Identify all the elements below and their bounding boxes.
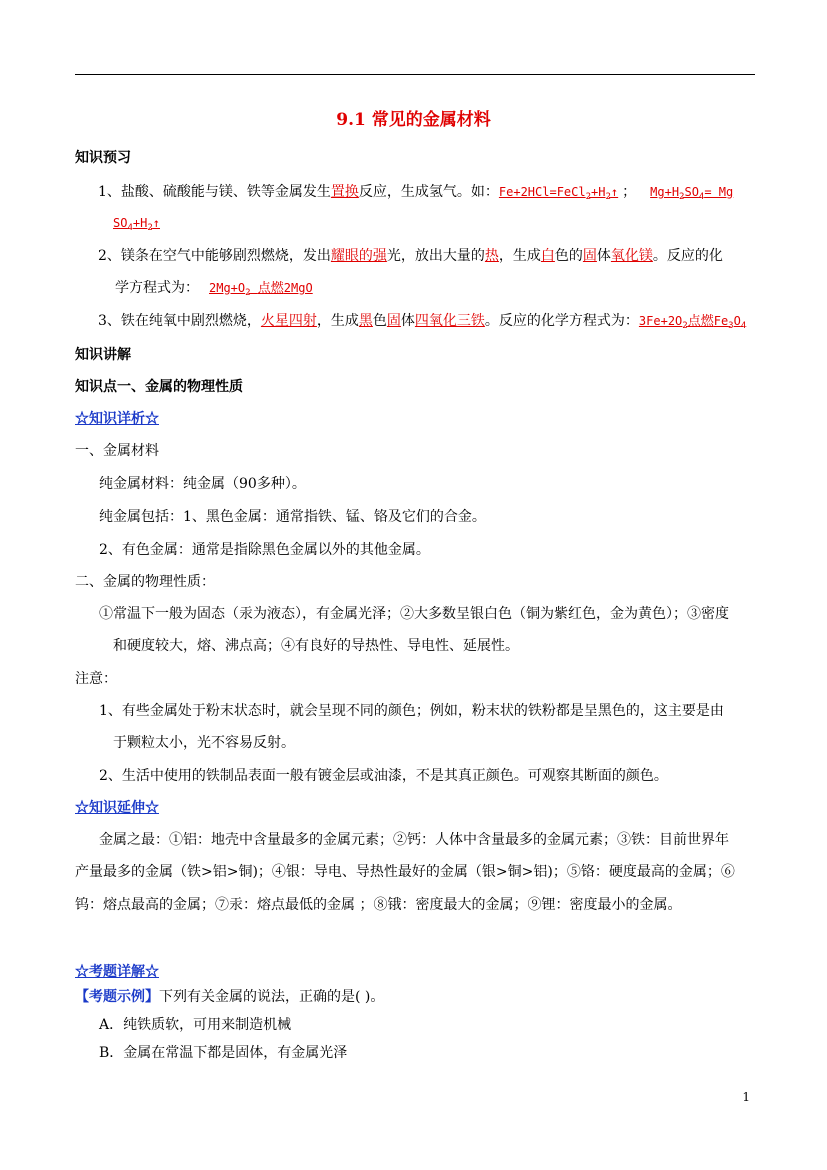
exam-question: 【考题示例】下列有关金属的说法，正确的是( )。: [75, 989, 385, 1005]
preview-item-1-cont: $SO_4+H_2↑$: [113, 216, 160, 233]
text-line: 注意：: [75, 671, 117, 687]
text-line: 产量最多的金属（铁>铝>铜)；④银：导电、导热性最好的金属（银>铜>铝)；⑤铬：硬度最高的金属；⑥: [75, 864, 735, 880]
text-line: 和硬度较大，熔、沸点高；④有良好的导热性、导电性、延展性。: [113, 638, 519, 654]
equation-mg-h2so4: $Mg+H_2SO_4= Mg$: [650, 185, 734, 202]
option-b: B．金属在常温下都是固体，有金属光泽: [99, 1045, 348, 1061]
text-line: 于颗粒太小，光不容易反射。: [113, 735, 295, 751]
section-knowledge-point-1: 知识点一、金属的物理性质: [75, 379, 243, 395]
text-line: 2、生活中使用的铁制品表面一般有镀金层或油漆，不是其真正颜色。可观察其断面的颜色。: [99, 768, 668, 784]
text-line: ①常温下一般为固态（汞为液态），有金属光泽；②大多数呈银白色（铜为紫红色，金为黄色）；③密度: [99, 606, 729, 622]
equation-fe-o2: $3Fe+2O_2$点燃$Fe_3O_4$: [638, 314, 747, 331]
equation-fe-hcl: $Fe+2HCl=FeCl_2+H_2↑$: [498, 185, 619, 202]
text-line: 金属之最：①铝：地壳中含量最多的金属元素；②钙：人体中含量最多的金属元素；③铁：目前世界年: [99, 832, 729, 848]
text-line: 纯金属包括：1、黑色金属：通常指铁、锰、铬及它们的合金。: [99, 509, 486, 525]
text-line: 1、有些金属处于粉末状态时，就会呈现不同的颜色；例如，粉末状的铁粉都是呈黑色的，这主要是由: [99, 703, 724, 719]
exam-tag: 【考题示例】: [75, 989, 159, 1005]
text-line: 一、金属材料: [75, 443, 159, 459]
heading-knowledge-extend: ☆知识延伸☆: [75, 800, 159, 816]
header-rule: [75, 74, 755, 75]
page-title: 9.1 常见的金属材料: [336, 110, 491, 130]
text-line: 钨：熔点最高的金属；⑦汞：熔点最低的金属 ；⑧锇：密度最大的金属；⑨锂：密度最小的金属。: [75, 897, 682, 913]
preview-item-1: 1、盐酸、硫酸能与镁、铁等金属发生置换反应，生成氢气。如：$Fe+2HCl=FeCl_2+H_2↑$ ； $Mg+H_2SO_4= Mg$: [98, 184, 734, 202]
heading-knowledge-detail: ☆知识详析☆: [75, 411, 159, 427]
heading-exam-explain: ☆考题详解☆: [75, 964, 159, 980]
text-line: 二、金属的物理性质：: [75, 574, 215, 590]
preview-item-2: 2、镁条在空气中能够剧烈燃烧，发出耀眼的强光，放出大量的热，生成白色的固体氧化镁。反应的化: [98, 248, 723, 264]
text-line: 纯金属材料：纯金属（90多种）。: [99, 476, 306, 492]
option-a: A．纯铁质软，可用来制造机械: [99, 1017, 292, 1033]
equation-mg-o2: $2Mg+O_2$ 点燃2MgO: [209, 281, 313, 298]
preview-item-3: 3、铁在纯氧中剧烈燃烧，火星四射，生成黑色固体四氧化三铁。反应的化学方程式为：$3Fe+2O_2$点燃$Fe_3O_4$: [98, 313, 747, 331]
section-knowledge-lecture: 知识讲解: [75, 347, 131, 363]
preview-item-2-cont: 学方程式为： $2Mg+O_2$ 点燃2MgO: [115, 280, 313, 298]
page-number: 1: [742, 1090, 750, 1104]
answer-blank: 置换: [330, 184, 359, 200]
text-line: 2、有色金属：通常是指除黑色金属以外的其他金属。: [99, 542, 430, 558]
section-knowledge-preview: 知识预习: [75, 150, 131, 166]
